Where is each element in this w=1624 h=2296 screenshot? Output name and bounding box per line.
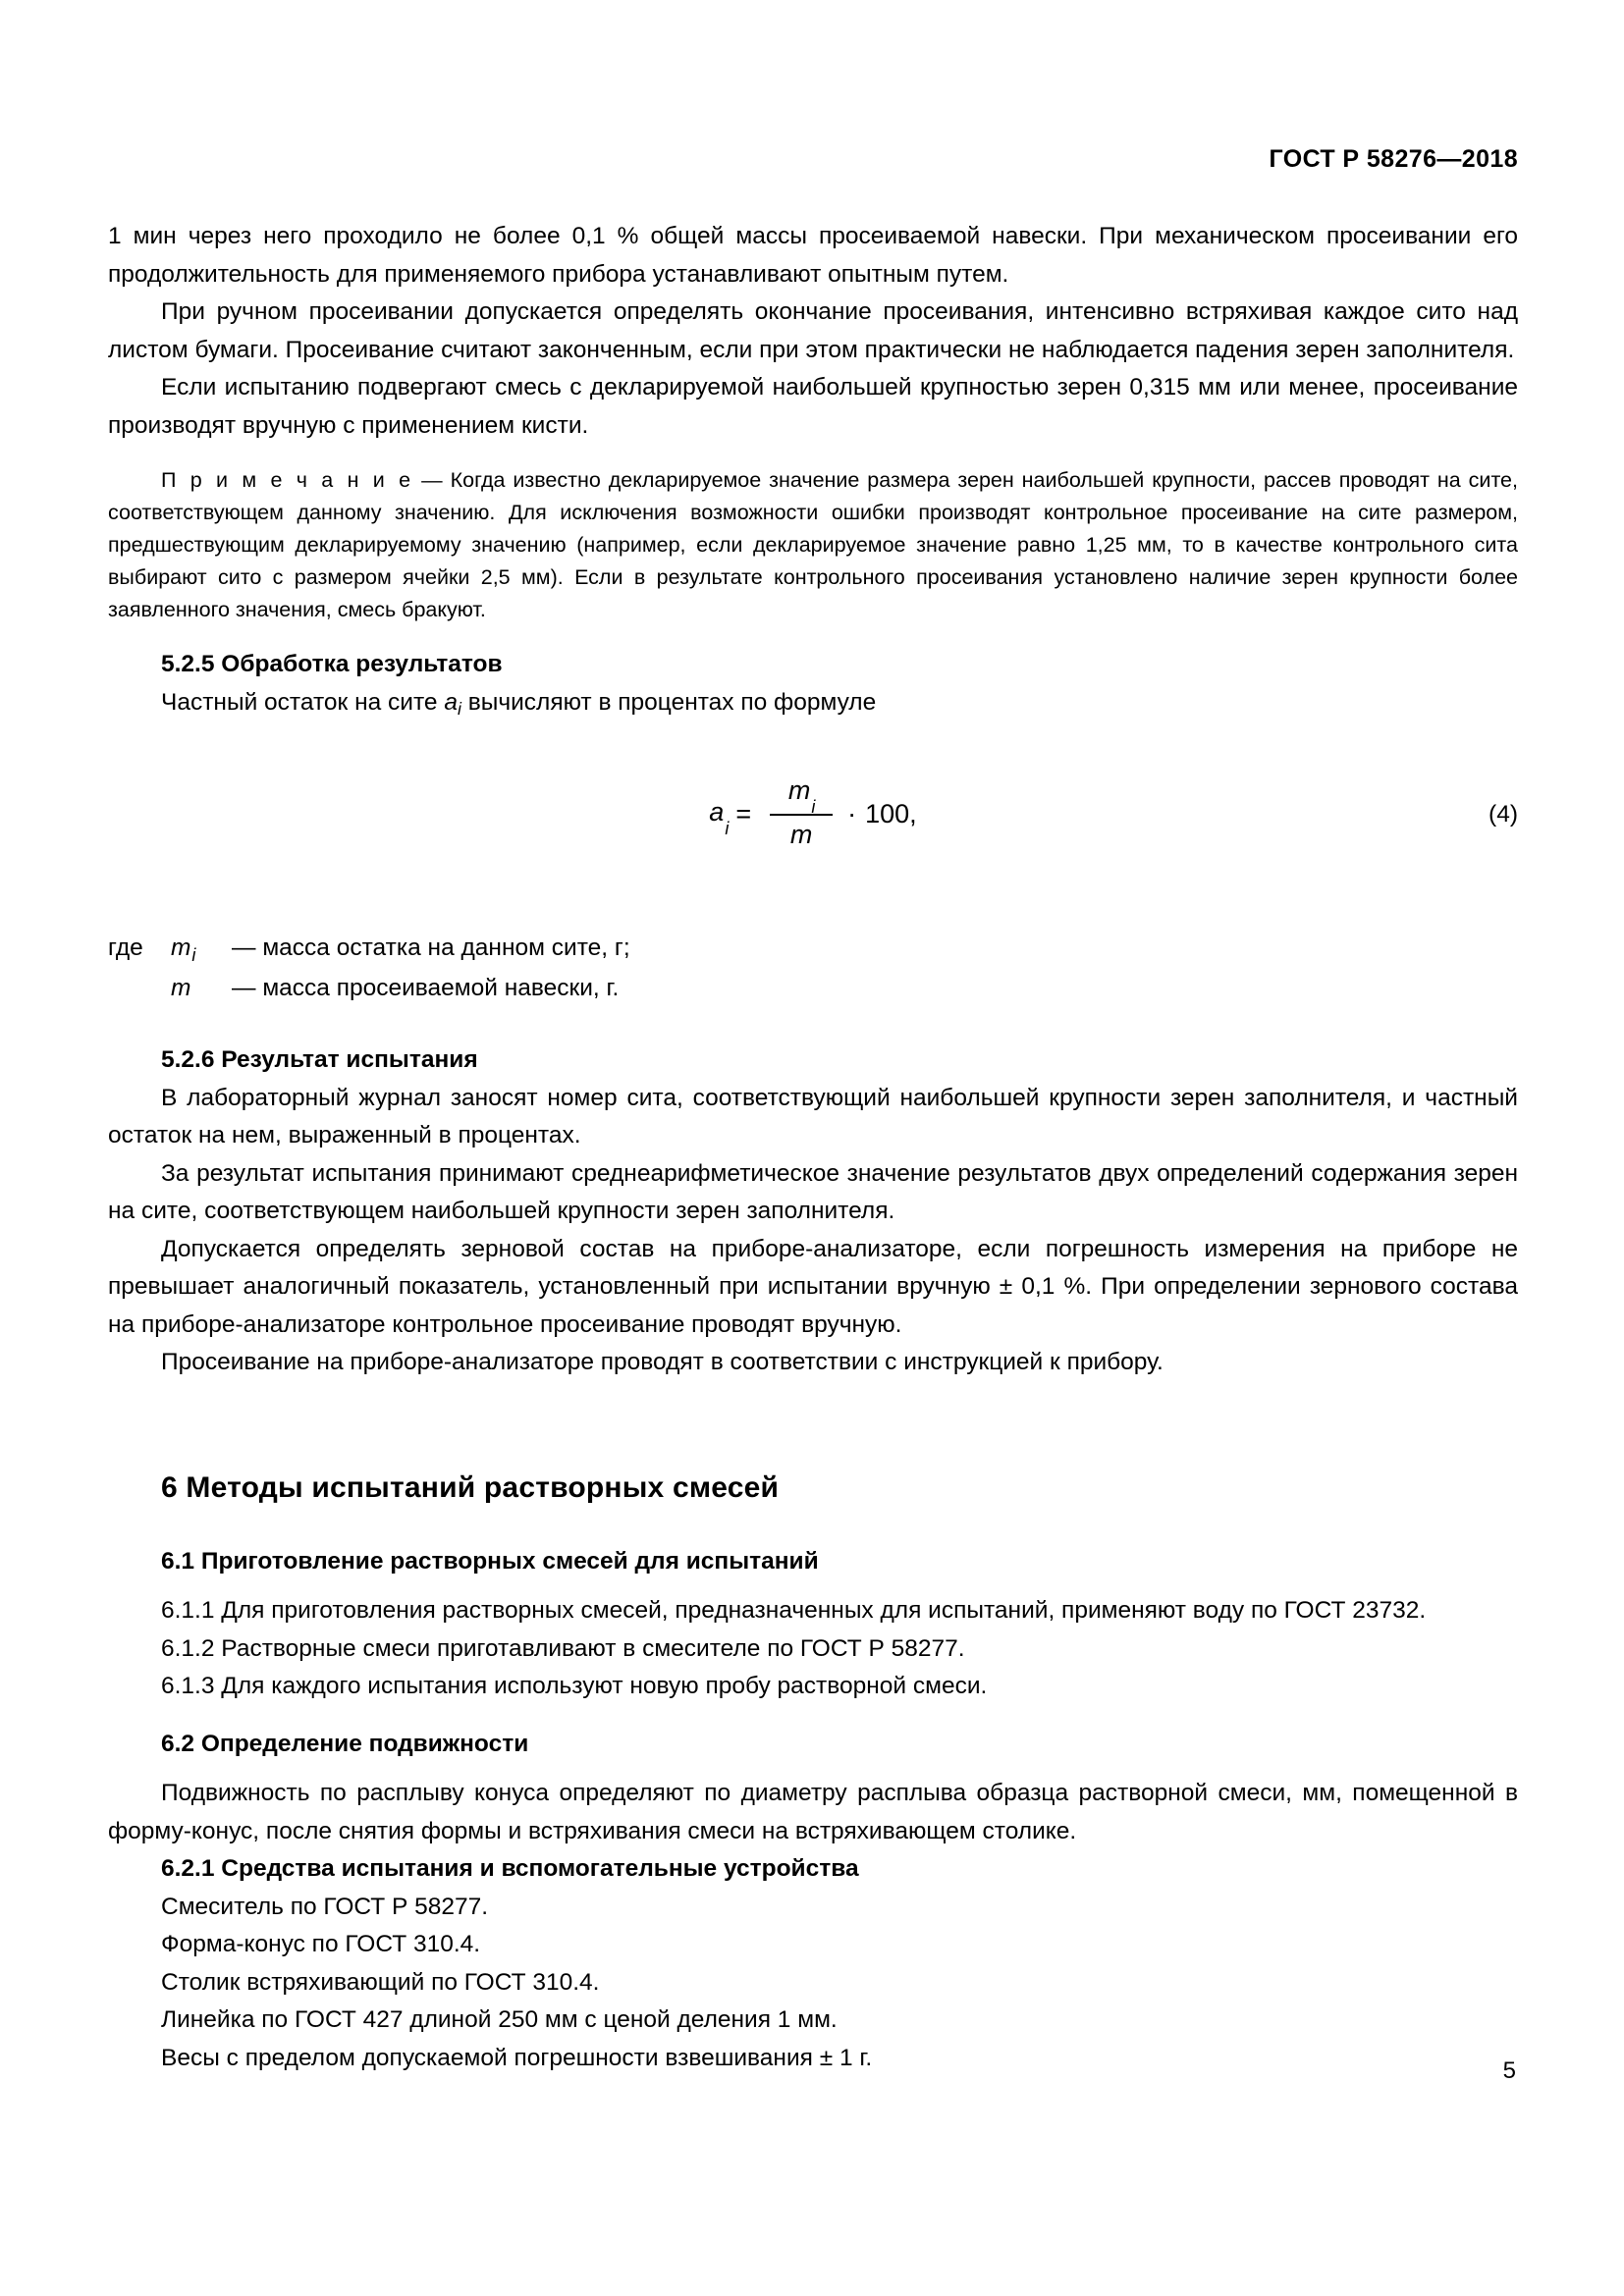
- page-content: [108, 218, 1518, 2077]
- note-dash: —: [421, 468, 443, 492]
- where-definition-mi: — масса остатка на данном сите, г;: [232, 934, 630, 961]
- formula-trailing-comma: ,: [909, 799, 917, 829]
- paragraph-analyzer-device: Допускается определять зерновой состав на приборе-анализаторе, если погрешность измерения на приборе не превышает аналогичный показатель, установленный при испытании вручную ± 0,1 %. При определении зернового состава на приборе-анализаторе контрольное просеивание проводят вручную.: [108, 1235, 1518, 1338]
- paragraph-sieving-duration: 1 мин через него проходило не более 0,1 % общей массы просеиваемой навески. При механическом просеивании его продолжительность для применяемого прибора устанавливают опытным путем.: [108, 223, 1518, 288]
- where-keyword: где: [108, 934, 143, 961]
- spacer: [108, 626, 1518, 646]
- heading-6-2: 6.2 Определение подвижности: [161, 1730, 529, 1757]
- note-text: Когда известно декларируемое значение размера зерен наибольшей крупности, рассев проводят на сите, соответствующем данному значению. Для исключения возможности ошибки производят контрольное просеивание на сите размером, предшествующим декларируемому значению (например, если декларируемое значение равно 1,25 мм, то в качестве контрольного сита выбирают сито с размером ячейки 2,5 мм). Если в результате контрольного просеивания установлено наличие зерен крупности более заявленного значения, смесь бракуют.: [108, 468, 1518, 621]
- paragraph-analyzer-instruction: Просеивание на приборе-анализаторе проводят в соответствии с инструкцией к прибору.: [161, 1349, 1164, 1375]
- spacer: [108, 1706, 1518, 1726]
- equipment-item-shaking-table: Столик встряхивающий по ГОСТ 310.4.: [161, 1968, 600, 1996]
- spacer: [108, 1382, 1518, 1467]
- where-list: [108, 929, 1518, 1008]
- where-symbol-mi: $m_i$: [171, 934, 196, 965]
- paragraph-lab-journal: В лабораторный журнал заносят номер сита, соответствующий наибольшей крупности зерен заполнителя, и частный остаток на нем, выраженный в процентах.: [108, 1084, 1518, 1148]
- where-symbol-m: m: [171, 975, 191, 1001]
- fraction-denominator: m: [789, 819, 813, 849]
- heading-5-2-6: 5.2.6 Результат испытания: [161, 1046, 478, 1073]
- paragraph-6-2-intro: Подвижность по расплыву конуса определяют по диаметру расплыва образца растворной смеси, мм, помещенной в форму-конус, после снятия формы и встряхивания смеси на встряхивающем столике.: [108, 1780, 1518, 1844]
- paragraph-6-1-2: 6.1.2 Растворные смеси приготавливают в смесителе по ГОСТ Р 58277.: [161, 1634, 965, 1662]
- spacer: [108, 1580, 1518, 1592]
- symbol-a: a: [444, 688, 458, 716]
- spacer: [108, 1763, 1518, 1775]
- page-number: 5: [1502, 2057, 1516, 2084]
- symbol-a-subscript: i: [457, 698, 461, 719]
- note-label: П р и м е ч а н и е: [161, 468, 414, 492]
- where-row-second: [108, 969, 1518, 1008]
- formula-expression: [709, 777, 916, 851]
- paragraph-arithmetic-mean: За результат испытания принимают среднеарифметическое значение результатов двух определений содержания зерен на сите, соответствующем наибольшей крупности зерен заполнителя.: [108, 1159, 1518, 1224]
- heading-5-2-5: 5.2.5 Обработка результатов: [161, 651, 503, 677]
- intro-text-before: Частный остаток на сите: [161, 688, 445, 716]
- equipment-item-mixer: Смеситель по ГОСТ Р 58277.: [161, 1893, 489, 1920]
- spacer: [108, 445, 1518, 464]
- formula-operator: ·: [847, 799, 857, 829]
- equipment-item-cone-mold: Форма-конус по ГОСТ 310.4.: [161, 1931, 481, 1957]
- equipment-item-scales: Весы с пределом допускаемой погрешности взвешивания ± 1 г.: [161, 2044, 873, 2071]
- formula-block-4: [108, 756, 1518, 874]
- fraction-numerator: $m_i$: [787, 775, 816, 817]
- spacer: [108, 874, 1518, 929]
- formula-equals: =: [735, 799, 752, 829]
- formula-lhs: $a_i$: [709, 797, 730, 838]
- paragraph-partial-residue-intro: [108, 684, 1518, 723]
- spacer: [108, 1008, 1518, 1041]
- formula-fraction: [770, 775, 833, 849]
- running-header-standard-id: ГОСТ Р 58276—2018: [1269, 145, 1518, 173]
- heading-6-2-1: 6.2.1 Средства испытания и вспомогательные устройства: [161, 1855, 859, 1882]
- paragraph-declared-grain-size: Если испытанию подвергают смесь с декларируемой наибольшей крупностью зерен 0,315 мм или менее, просеивание производят вручную с применением кисти.: [108, 374, 1518, 439]
- paragraph-6-1-3: 6.1.3 Для каждого испытания используют новую пробу растворной смеси.: [161, 1673, 988, 1699]
- heading-section-6: 6 Методы испытаний растворных смесей: [161, 1470, 780, 1504]
- spacer: [108, 722, 1518, 756]
- where-row-first: [108, 929, 1518, 969]
- heading-6-1: 6.1 Приготовление растворных смесей для испытаний: [161, 1547, 819, 1575]
- paragraph-manual-sieving: При ручном просеивании допускается определять окончание просеивания, интенсивно встряхивая каждое сито над листом бумаги. Просеивание считают законченным, если при этом практически не наблюдается падения зерен заполнителя.: [108, 298, 1518, 363]
- spacer: [108, 1510, 1518, 1543]
- formula-number: (4): [1489, 801, 1518, 828]
- equipment-item-ruler: Линейка по ГОСТ 427 длиной 250 мм с ценой деления 1 мм.: [161, 2006, 838, 2033]
- formula-factor: 100: [865, 799, 910, 829]
- paragraph-6-1-1: 6.1.1 Для приготовления растворных смесей, предназначенных для испытаний, применяют воду по ГОСТ 23732.: [161, 1597, 1427, 1624]
- where-definition-m: — масса просеиваемой навески, г.: [232, 975, 620, 1001]
- note-block: [108, 464, 1518, 626]
- intro-text-after: вычисляют в процентах по формуле: [460, 688, 877, 716]
